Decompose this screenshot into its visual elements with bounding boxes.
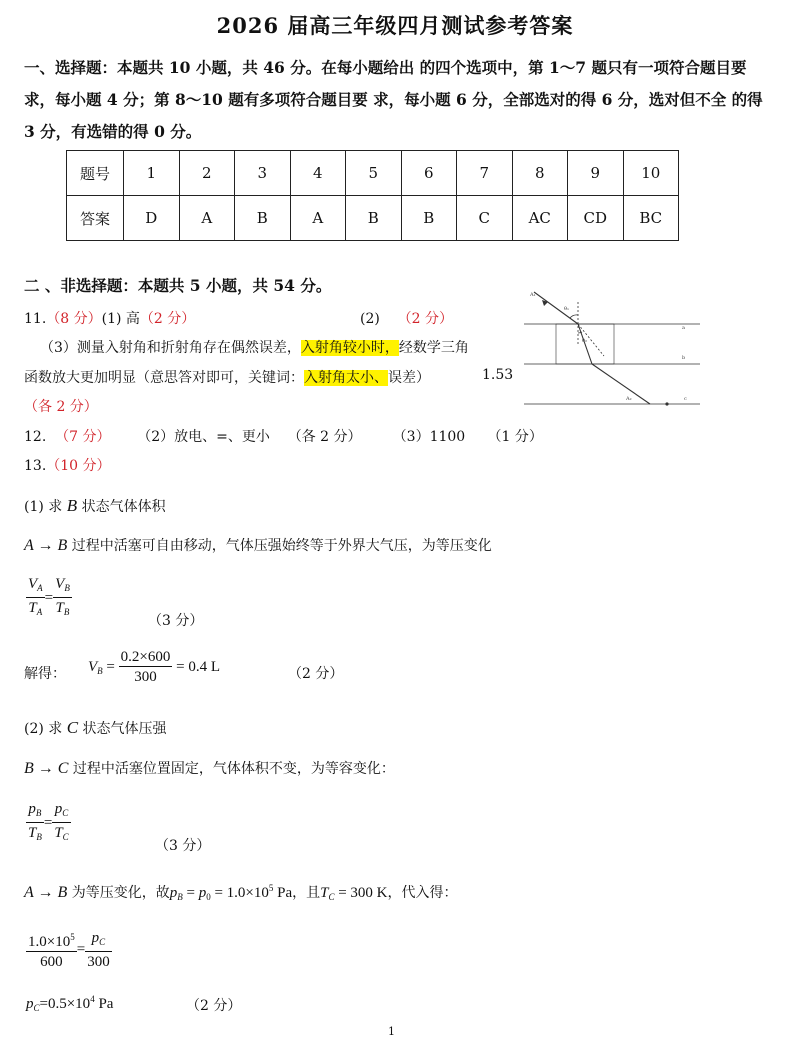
- table-row: [67, 151, 679, 196]
- vb-denominator: 300: [134, 669, 157, 685]
- q12-number: 12.: [24, 429, 47, 445]
- table-cell: 1: [124, 151, 180, 196]
- equation-vb: $V_B$ = $\frac{0.2\times 600}{300}$ = 0.4 L: [88, 649, 220, 685]
- ab-process-line: A → B 过程中活塞可自由移动，气体压强始终等于外界大气压，为等压变化: [24, 537, 492, 554]
- q12-part2-score: （各 2 分）: [287, 429, 362, 445]
- q11-line1: [24, 308, 195, 328]
- table-cell: AC: [512, 196, 568, 241]
- q12-part2: （2）放电、=、更小: [137, 429, 270, 445]
- pb-unit: Pa: [273, 885, 293, 901]
- svg-text:A₁: A₁: [530, 292, 536, 298]
- eq4-denominator1: 600: [40, 954, 63, 970]
- section1-instructions: 一、选择题：本题共 10 小题，共 46 分。在每小题给出 的四个选项中，第 1～7 题只有一项符合题目要求，每小题 4 分；第 8～10 题有多项符合题目要 求，每小题 6 分，全部选对的得 6 分，选对但不全 的得 3 分，有选错的得 0 分。: [24, 58, 763, 141]
- eq4-exponent: 5: [70, 932, 75, 942]
- q13-heading: [24, 455, 111, 475]
- q11-part3-line2: [24, 367, 430, 387]
- pc-unit: Pa: [94, 996, 114, 1012]
- table-cell: 4: [290, 151, 346, 196]
- ab-process-text: 过程中活塞可自由移动，气体压强始终等于外界大气压，为等压变化: [71, 538, 492, 554]
- table-row: [67, 196, 679, 241]
- q12-part3-score: （1 分）: [487, 429, 543, 445]
- answer-table: [66, 150, 679, 241]
- q11-part2: [360, 308, 453, 328]
- q11-part1: (1) 高: [101, 311, 140, 327]
- table-cell: 7: [457, 151, 513, 196]
- svg-text:b: b: [682, 355, 686, 361]
- q11-number: 11.: [24, 311, 47, 327]
- page-title: 2026 届高三年级四月测试参考答案: [216, 13, 574, 38]
- svg-text:c: c: [684, 396, 687, 402]
- q11-part3-line1: [40, 337, 469, 357]
- svg-text:θ₂: θ₂: [582, 338, 588, 344]
- table-cell: BC: [623, 196, 679, 241]
- svg-text:A₂: A₂: [626, 396, 632, 402]
- q13-part1-title: [24, 496, 166, 516]
- q11-value: 1.53: [482, 367, 514, 383]
- ab-isobaric-line: A → B 为等压变化，故$p_B = p_0 = 1.0\times 10^5$ Pa，且$T_C = 300$ K，代入得：: [24, 883, 458, 902]
- part2-text: 状态气体压强: [82, 721, 167, 737]
- table-cell: C: [457, 196, 513, 241]
- solve-label: 解得：: [24, 666, 66, 682]
- part1-text: 状态气体体积: [81, 499, 166, 515]
- section2-heading: 二 、非选择题：本题共 5 小题，共 54 分。: [24, 276, 332, 295]
- table-cell: B: [346, 196, 402, 241]
- equation-isochoric: $\frac{p_B}{T_B}$ = $\frac{p_C}{T_C}$: [28, 801, 69, 842]
- q12-part3: （3）1100: [392, 429, 466, 445]
- eq4-numerator: 1.0×10: [28, 934, 71, 950]
- q11-part3-text: （3）测量入射角和折射角存在偶然误差，: [40, 340, 301, 356]
- highlight-small-angle: 入射角较小时，: [300, 340, 399, 356]
- q11-part2-score: （2 分）: [397, 311, 454, 327]
- table-cell: 10: [623, 151, 679, 196]
- q13-score: （10 分）: [46, 458, 111, 474]
- equation-result: $p_C=0.5\times 10^4$ Pa: [26, 994, 114, 1013]
- table-cell: 9: [568, 151, 624, 196]
- tc-value: = 300 K: [338, 885, 388, 901]
- vb-numerator: 0.2×600: [120, 649, 171, 665]
- eq4-denominator2: 300: [87, 953, 110, 970]
- table-header-answer: 答案: [67, 196, 124, 241]
- q13-number: 13.: [24, 458, 47, 474]
- q11-part3-text-mid: 经数学三角: [398, 340, 469, 356]
- part1-variable: B: [66, 496, 78, 515]
- table-cell: A: [290, 196, 346, 241]
- part2-label: (2) 求: [24, 721, 63, 737]
- table-cell: CD: [568, 196, 624, 241]
- page-number: 1: [388, 1025, 395, 1038]
- pb-exponent: 5: [268, 883, 274, 893]
- q13-part2-title: [24, 718, 167, 738]
- pc-value: =0.5×10: [39, 996, 91, 1012]
- q11-part3-text-end: 误差）: [388, 370, 430, 386]
- q11-part2-label: (2): [360, 311, 380, 327]
- table-cell: 3: [235, 151, 291, 196]
- result-score: （2 分）: [186, 998, 242, 1014]
- substitute-text: ，代入得：: [387, 885, 458, 901]
- solve-score: （2 分）: [288, 666, 344, 682]
- table-cell: 2: [179, 151, 235, 196]
- eq3-score: （3 分）: [155, 838, 211, 854]
- table-header-number: 题号: [67, 151, 124, 196]
- eq1-score: （3 分）: [148, 613, 204, 629]
- q11-score: （8 分）: [46, 311, 102, 327]
- svg-text:θ₁: θ₁: [564, 306, 570, 312]
- table-cell: D: [124, 196, 180, 241]
- bc-process-text: 过程中活塞位置固定，气体体积不变，为等容变化：: [72, 761, 395, 777]
- table-cell: A: [179, 196, 235, 241]
- table-cell: 6: [401, 151, 457, 196]
- refraction-diagram: [522, 284, 702, 409]
- pb-value: = 1.0×10: [214, 885, 269, 901]
- vb-result: = 0.4 L: [176, 658, 220, 675]
- part2-variable: C: [66, 718, 79, 737]
- table-cell: B: [235, 196, 291, 241]
- equation-substituted: $\frac{1.0\times 10^5}{600}$ = $\frac{p_C}{300}$: [28, 929, 110, 970]
- and-text: ，且: [292, 885, 321, 901]
- equation-isobaric: $\frac{V_A}{T_A}$ = $\frac{V_B}{T_B}$: [28, 576, 70, 617]
- q12-score: （7 分）: [55, 429, 111, 445]
- table-cell: B: [401, 196, 457, 241]
- highlight-angle-too-small: 入射角太小、: [304, 370, 388, 386]
- part1-label: (1) 求: [24, 499, 63, 515]
- bc-process-line: B → C 过程中活塞位置固定，气体体积不变，为等容变化：: [24, 760, 395, 777]
- q11-part1-score: （2 分）: [139, 311, 196, 327]
- pc-exponent: 4: [90, 994, 95, 1004]
- ab-isobaric-text: 为等压变化，故: [71, 885, 170, 901]
- q12-line: [24, 426, 543, 446]
- svg-text:a: a: [682, 325, 685, 331]
- table-cell: 8: [512, 151, 568, 196]
- table-cell: 5: [346, 151, 402, 196]
- q11-part3-text2: 函数放大更加明显（意思答对即可，关键词：: [24, 370, 304, 386]
- q11-each-score: （各 2 分）: [24, 399, 98, 415]
